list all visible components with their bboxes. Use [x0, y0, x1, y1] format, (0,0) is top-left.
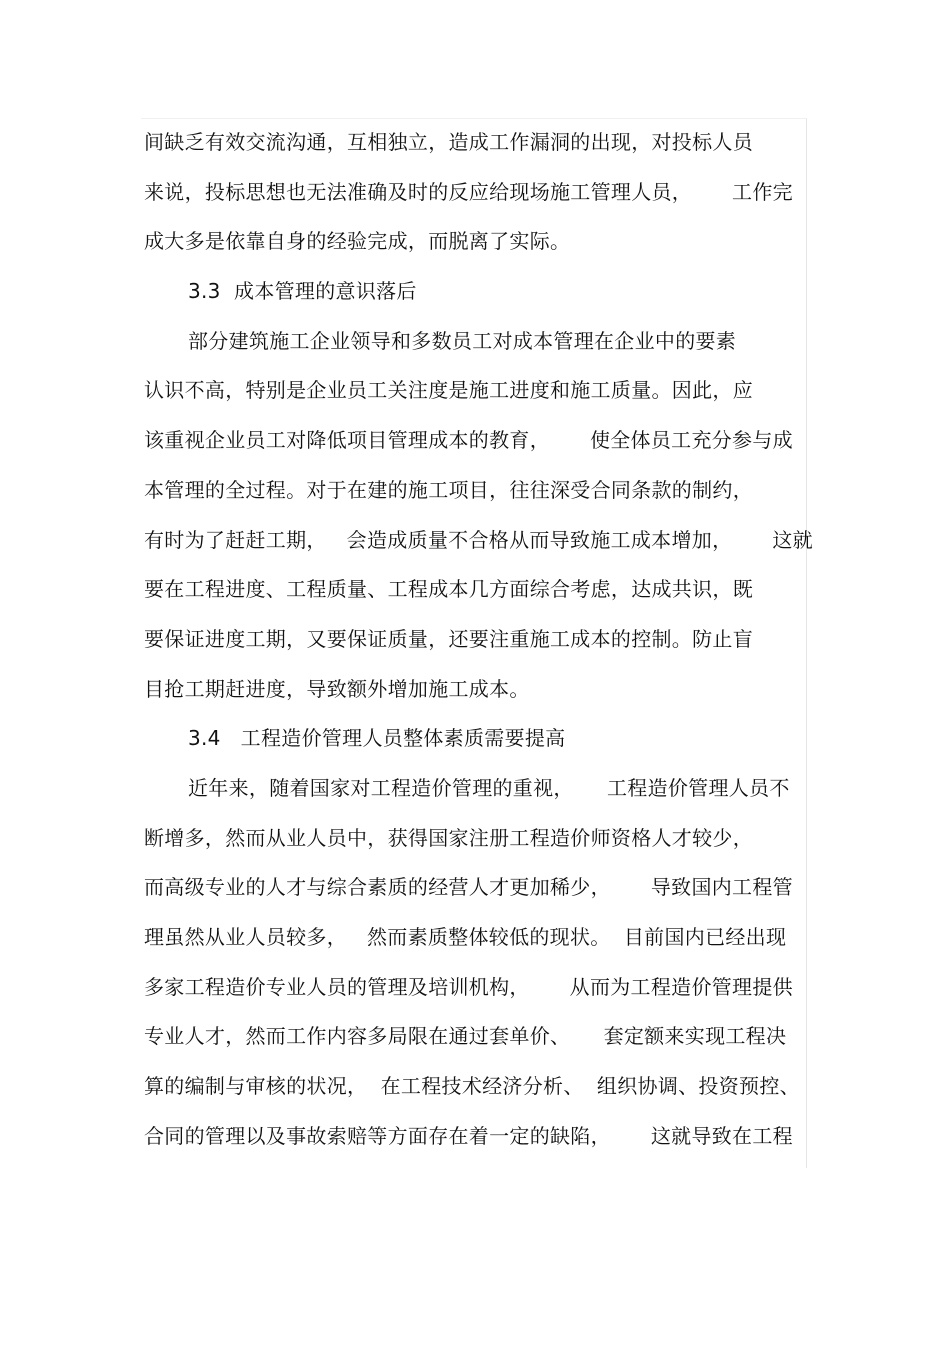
text-line: 理虽然从业人员较多， 然而素质整体较低的现状。 目前国内已经出现 [144, 925, 787, 949]
text-line: 该重视企业员工对降低项目管理成本的教育， 使全体员工充分参与成 [144, 428, 793, 453]
text-line: 认识不高，特别是企业员工关注度是施工进度和施工质量。因此，应 [144, 378, 753, 403]
text-line: 本管理的全过程。对于在建的施工项目，往往深受合同条款的制约， [144, 477, 753, 502]
document-body [144, 120, 812, 1163]
text-line: 而高级专业的人才与综合素质的经营人才更加稀少， 导致国内工程管 [144, 875, 793, 900]
text-line: 算的编制与审核的状况， 在工程技术经济分析、 组织协调、投资预控、 [144, 1074, 800, 1099]
text-line: 要在工程进度、工程质量、工程成本几方面综合考虑，达成共识，既 [144, 577, 753, 602]
text-line: 有时为了赶赶工期， 会造成质量不合格从而导致施工成本增加， 这就 [144, 527, 813, 552]
text-line: 专业人才，然而工作内容多局限在通过套单价、 套定额来实现工程决 [144, 1024, 787, 1049]
text-line: 成大多是依靠自身的经验完成，而脱离了实际。 [144, 229, 571, 254]
text-line: 合同的管理以及事故索赔等方面存在着一定的缺陷， 这就导致在工程 [144, 1123, 793, 1148]
paragraph-first-line: 近年来，随着国家对工程造价管理的重视， 工程造价管理人员不 [188, 775, 790, 800]
section-heading: 3.3 成本管理的意识落后 [188, 279, 417, 304]
text-line: 断增多，然而从业人员中，获得国家注册工程造价师资格人才较少， [144, 825, 753, 850]
text-line: 要保证进度工期，又要保证质量，还要注重施工成本的控制。防止盲 [144, 626, 753, 651]
text-line: 多家工程造价专业人员的管理及培训机构， 从而为工程造价管理提供 [144, 974, 793, 999]
text-line: 间缺乏有效交流沟通，互相独立，造成工作漏洞的出现，对投标人员 [144, 130, 753, 154]
paragraph-first-line: 部分建筑施工企业领导和多数员工对成本管理在企业中的要素 [188, 328, 737, 353]
section-heading: 3.4 工程造价管理人员整体素质需要提高 [188, 726, 566, 751]
text-line: 目抢工期赶进度，导致额外增加施工成本。 [144, 676, 530, 701]
text-line: 来说，投标思想也无法准确及时的反应给现场施工管理人员， 工作完 [144, 179, 793, 204]
